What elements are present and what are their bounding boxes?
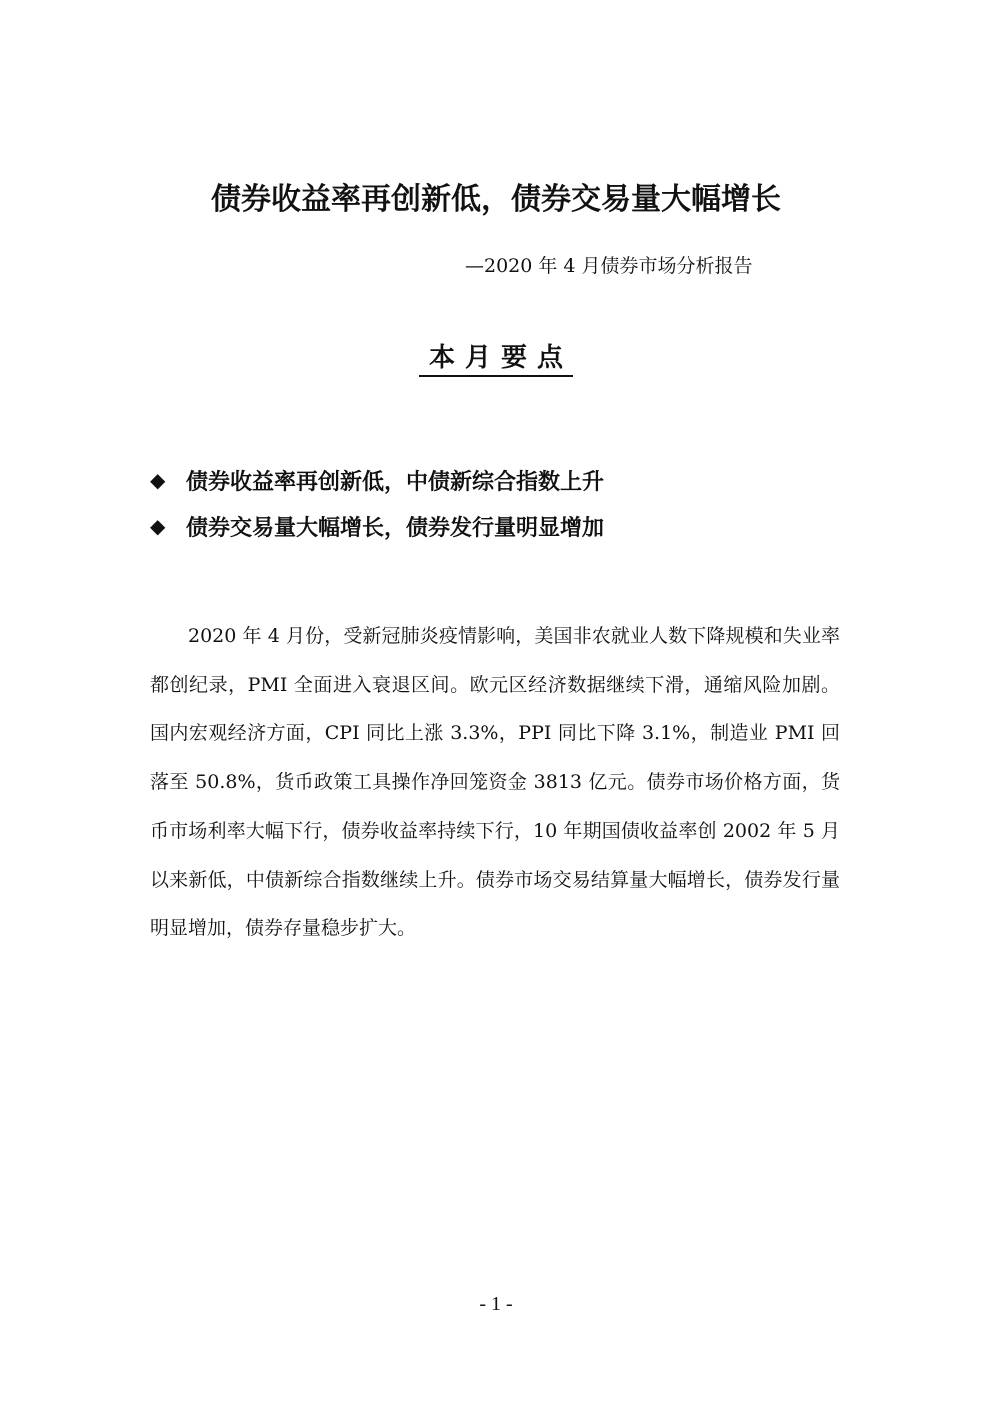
report-title: 债券收益率再创新低，债券交易量大幅增长	[211, 182, 781, 217]
report-subtitle: —2020 年 4 月债券市场分析报告	[465, 255, 753, 277]
section-heading	[0, 338, 992, 378]
highlight-item	[150, 457, 604, 503]
highlight-text: 债券交易量大幅增长，债券发行量明显增加	[186, 515, 605, 541]
page-number: - 1 -	[479, 1293, 513, 1315]
diamond-bullet-icon: ◆	[150, 514, 166, 538]
highlight-text: 债券收益率再创新低，中债新综合指数上升	[186, 469, 605, 495]
highlights-list	[150, 457, 604, 549]
highlight-item	[150, 503, 604, 549]
summary-paragraph: 2020 年 4 月份，受新冠肺炎疫情影响，美国非农就业人数下降规模和失业率都创纪录，PMI 全面进入衰退区间。欧元区经济数据继续下滑，通缩风险加剧。国内宏观经济方面，CPI 同比上涨 3.3%，PPI 同比下降 3.1%，制造业 PMI 回落至 50.8%，货币政策工具操作净回笼资金 3813 亿元。债券市场价格方面，货币市场利率大幅下行，债券收益率持续下行，10 年期国债收益率创 2002 年 5 月以来新低，中债新综合指数继续上升。债券市场交易结算量大幅增长，债券发行量明显增加，债券存量稳步扩大。	[150, 625, 840, 940]
diamond-bullet-icon: ◆	[150, 468, 166, 492]
section-heading-text: 本月要点	[419, 343, 573, 377]
